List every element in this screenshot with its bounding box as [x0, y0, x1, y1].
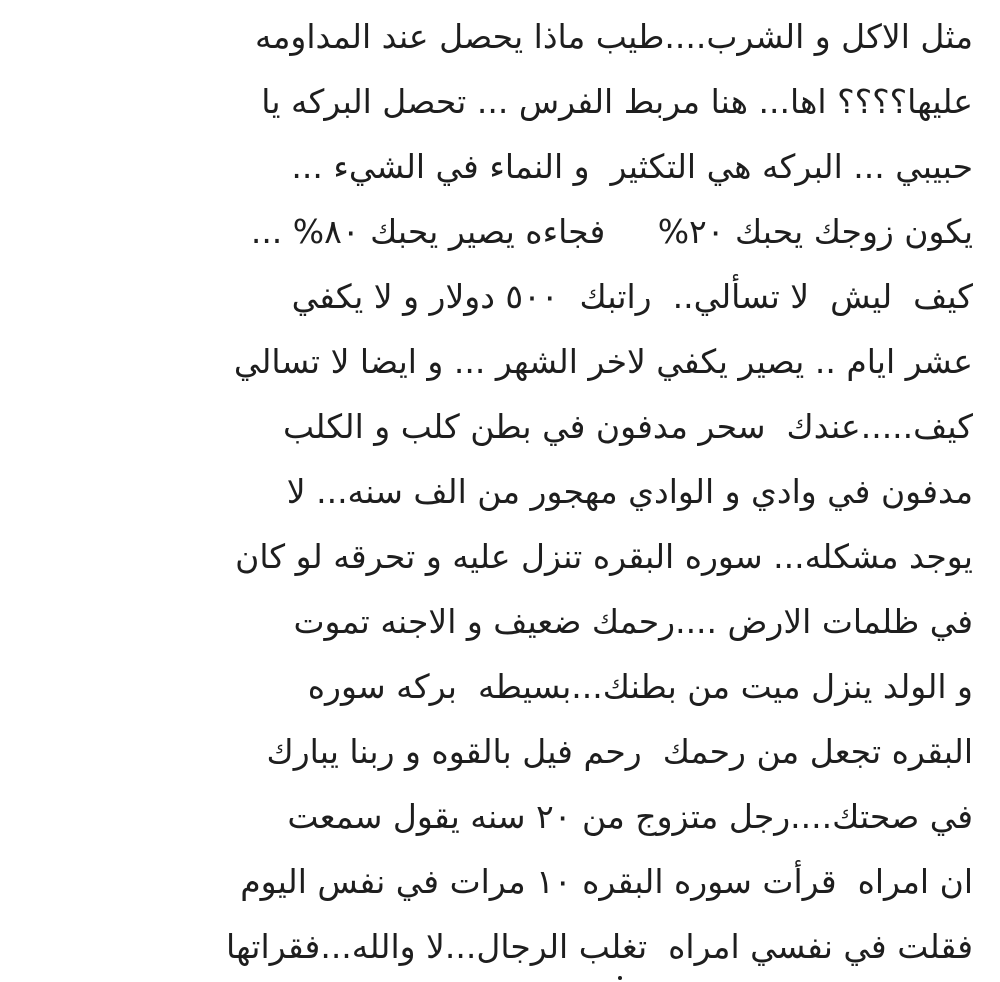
text-line-8: مدفون في وادي و الوادي مهجور من الف سنه... لا	[286, 472, 973, 511]
text-line-7: كيف.....عندك سحر مدفون في بطن كلب و الكلب	[283, 407, 973, 446]
text-line-13: في صحتك....رجل متزوج من ٢٠ سنه يقول سمعت	[287, 797, 973, 836]
text-line-10: في ظلمات الارض ....رحمك ضعيف و الاجنه تموت	[293, 602, 973, 641]
hamza-mark	[618, 976, 622, 980]
text-line-3: حبيبي ... البركه هي التكثير و النماء في الشيء ...	[291, 147, 973, 186]
arabic-text-block	[215, 0, 973, 978]
text-line-4: يكون زوجك يحبك ٢٠% فجاءه يصير يحبك ٨٠% ...	[250, 212, 973, 251]
text-line-6: عشر ايام .. يصير يكفي لاخر الشهر ... و ايضا لا تسالي	[233, 342, 973, 381]
text-line-2: عليها؟؟؟؟ اها... هنا مربط الفرس ... تحصل البركه يا	[261, 82, 973, 121]
text-line-15: فقلت في نفسي امراه تغلب الرجال...لا والله...فقراتها	[226, 927, 973, 966]
text-line-14: ان امراه قرأت سوره البقره ١٠ مرات في نفس اليوم	[240, 862, 973, 901]
text-line-12: البقره تجعل من رحمك رحم فيل بالقوه و ربنا يبارك	[266, 732, 973, 771]
text-line-9: يوجد مشكله... سوره البقره تنزل عليه و تحرقه لو كان	[235, 537, 973, 576]
text-line-11: و الولد ينزل ميت من بطنك...بسيطه بركه سوره	[307, 667, 973, 706]
text-line-5: كيف ليش لا تسألي.. راتبك ٥٠٠ دولار و لا يكفي	[291, 277, 973, 316]
text-line-1: مثل الاكل و الشرب....طيب ماذا يحصل عند المداومه	[255, 17, 973, 56]
cut-off-next-line	[600, 976, 640, 982]
